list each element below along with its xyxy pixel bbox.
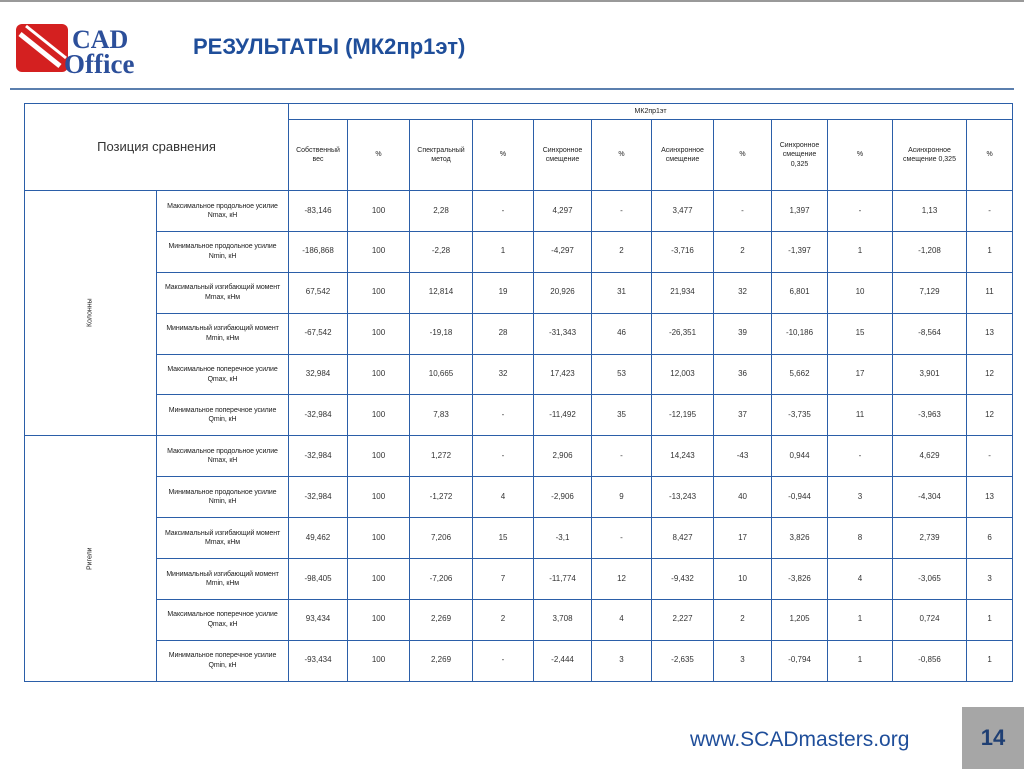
table-cell: 100 <box>348 559 410 600</box>
table-cell: - <box>967 436 1013 477</box>
column-header: Спектральный метод <box>410 120 473 191</box>
table-cell: 7,83 <box>410 395 473 436</box>
table-cell: -0,794 <box>772 640 828 681</box>
group-label-text: Колонны <box>86 298 94 328</box>
page-title: РЕЗУЛЬТАТЫ (МК2пр1эт) <box>193 34 466 59</box>
scad-office-logo <box>12 20 174 76</box>
table-cell: 1 <box>828 231 893 272</box>
table-cell: -1,208 <box>893 231 967 272</box>
table-cell: 3 <box>592 640 652 681</box>
table-cell: 1,205 <box>772 599 828 640</box>
row-label: Максимальный изгибающий момент Mmax, кНм <box>157 272 289 313</box>
table-cell: -4,297 <box>534 231 592 272</box>
table-cell: 15 <box>473 518 534 559</box>
table-cell: - <box>592 518 652 559</box>
table-cell: 3 <box>714 640 772 681</box>
table-cell: -98,405 <box>289 559 348 600</box>
table-cell: -1,272 <box>410 477 473 518</box>
table-cell: 17 <box>828 354 893 395</box>
table-cell: 100 <box>348 395 410 436</box>
row-label: Максимальное продольное усилие Nmax, кН <box>157 191 289 232</box>
table-cell: - <box>473 191 534 232</box>
group-label <box>25 191 157 436</box>
table-cell: 15 <box>828 313 893 354</box>
table-row <box>25 395 1013 436</box>
table-cell: -83,146 <box>289 191 348 232</box>
row-label: Минимальное продольное усилие Nmin, кН <box>157 477 289 518</box>
table-cell: 2,28 <box>410 191 473 232</box>
table-cell: 17,423 <box>534 354 592 395</box>
table-cell: 13 <box>967 313 1013 354</box>
table-cell: 12 <box>967 354 1013 395</box>
table-cell: 2,739 <box>893 518 967 559</box>
table-cell: -31,343 <box>534 313 592 354</box>
table-cell: 11 <box>967 272 1013 313</box>
table-cell: - <box>473 395 534 436</box>
table-cell: 3,901 <box>893 354 967 395</box>
table-cell: 35 <box>592 395 652 436</box>
group-header: МК2пр1эт <box>289 104 1013 120</box>
svg-text:CAD: CAD <box>72 25 129 54</box>
table-cell: -186,868 <box>289 231 348 272</box>
table-row <box>25 313 1013 354</box>
table-cell: 8,427 <box>652 518 714 559</box>
table-cell: -3,963 <box>893 395 967 436</box>
table-cell: -67,542 <box>289 313 348 354</box>
row-label: Максимальный изгибающий момент Mmax, кНм <box>157 518 289 559</box>
table-cell: -9,432 <box>652 559 714 600</box>
table-cell: - <box>714 191 772 232</box>
table-cell: 1,13 <box>893 191 967 232</box>
table-cell: 40 <box>714 477 772 518</box>
table-cell: -1,397 <box>772 231 828 272</box>
table-cell: 3,477 <box>652 191 714 232</box>
table-cell: 4,297 <box>534 191 592 232</box>
table-cell: - <box>828 436 893 477</box>
table-row <box>25 231 1013 272</box>
table-row <box>25 599 1013 640</box>
row-label: Минимальное поперечное усилие Qmin, кН <box>157 640 289 681</box>
table-row <box>25 436 1013 477</box>
table-cell: 100 <box>348 477 410 518</box>
table-cell: -2,906 <box>534 477 592 518</box>
table-row <box>25 559 1013 600</box>
column-header: % <box>828 120 893 191</box>
table-cell: - <box>473 436 534 477</box>
table-cell: 19 <box>473 272 534 313</box>
table-cell: 4 <box>592 599 652 640</box>
table-cell: -4,304 <box>893 477 967 518</box>
table-cell: 12 <box>967 395 1013 436</box>
table-cell: 2,906 <box>534 436 592 477</box>
table-cell: -0,944 <box>772 477 828 518</box>
table-cell: -3,735 <box>772 395 828 436</box>
table-row <box>25 191 1013 232</box>
table-cell: 28 <box>473 313 534 354</box>
table-cell: 100 <box>348 272 410 313</box>
table-cell: 7 <box>473 559 534 600</box>
table-cell: - <box>473 640 534 681</box>
table-cell: 36 <box>714 354 772 395</box>
table-cell: 49,462 <box>289 518 348 559</box>
table-cell: 3 <box>828 477 893 518</box>
row-label: Минимальный изгибающий момент Mmin, кНм <box>157 559 289 600</box>
column-header: % <box>592 120 652 191</box>
table-cell: 14,243 <box>652 436 714 477</box>
website-link[interactable]: www.SCADmasters.org <box>690 728 910 751</box>
column-header: % <box>967 120 1013 191</box>
column-header: % <box>473 120 534 191</box>
table-cell: 2 <box>714 599 772 640</box>
row-label: Максимальное поперечное усилие Qmax, кН <box>157 599 289 640</box>
table-cell: 7,206 <box>410 518 473 559</box>
table-cell: 4 <box>828 559 893 600</box>
table-cell: 12 <box>592 559 652 600</box>
table-row <box>25 272 1013 313</box>
table-cell: -8,564 <box>893 313 967 354</box>
table-cell: 6,801 <box>772 272 828 313</box>
column-header: Синхронное смещение <box>534 120 592 191</box>
table-cell: 0,944 <box>772 436 828 477</box>
results-table <box>24 103 1013 682</box>
table-cell: 5,662 <box>772 354 828 395</box>
column-header: Асинхронное смещение <box>652 120 714 191</box>
table-cell: 100 <box>348 354 410 395</box>
group-label <box>25 436 157 681</box>
table-cell: -13,243 <box>652 477 714 518</box>
table-cell: 1 <box>828 640 893 681</box>
table-cell: -3,065 <box>893 559 967 600</box>
table-cell: 32 <box>714 272 772 313</box>
table-cell: 1 <box>967 640 1013 681</box>
column-header: Собственный вес <box>289 120 348 191</box>
table-cell: 67,542 <box>289 272 348 313</box>
table-row <box>25 640 1013 681</box>
row-label: Минимальный изгибающий момент Mmin, кНм <box>157 313 289 354</box>
table-cell: 1 <box>967 231 1013 272</box>
table-cell: 93,434 <box>289 599 348 640</box>
table-cell: 4 <box>473 477 534 518</box>
table-cell: -26,351 <box>652 313 714 354</box>
table-cell: 32 <box>473 354 534 395</box>
table-row <box>25 354 1013 395</box>
column-header: Асинхронное смещение 0,325 <box>893 120 967 191</box>
row-label: Максимальное продольное усилие Nmax, кН <box>157 436 289 477</box>
table-cell: -32,984 <box>289 477 348 518</box>
table-cell: 46 <box>592 313 652 354</box>
table-cell: -19,18 <box>410 313 473 354</box>
column-header: % <box>348 120 410 191</box>
table-cell: -3,716 <box>652 231 714 272</box>
table-cell: 1 <box>473 231 534 272</box>
table-cell: 100 <box>348 640 410 681</box>
table-cell: -2,28 <box>410 231 473 272</box>
table-cell: 1 <box>967 599 1013 640</box>
group-label-text: Ригели <box>86 547 94 570</box>
table-cell: -2,635 <box>652 640 714 681</box>
table-cell: 39 <box>714 313 772 354</box>
table-cell: 6 <box>967 518 1013 559</box>
table-cell: -2,444 <box>534 640 592 681</box>
table-cell: 2,269 <box>410 640 473 681</box>
header-divider <box>10 88 1014 90</box>
table-cell: -32,984 <box>289 436 348 477</box>
table-cell: -32,984 <box>289 395 348 436</box>
table-cell: -11,492 <box>534 395 592 436</box>
table-cell: 53 <box>592 354 652 395</box>
table-cell: 0,724 <box>893 599 967 640</box>
column-header: % <box>714 120 772 191</box>
table-cell: 3 <box>967 559 1013 600</box>
table-cell: 10 <box>714 559 772 600</box>
table-cell: -7,206 <box>410 559 473 600</box>
table-cell: 1,397 <box>772 191 828 232</box>
table-cell: 2 <box>592 231 652 272</box>
table-cell: 3,708 <box>534 599 592 640</box>
table-cell: 31 <box>592 272 652 313</box>
table-cell: 2 <box>714 231 772 272</box>
table-cell: 32,984 <box>289 354 348 395</box>
table-cell: 12,814 <box>410 272 473 313</box>
position-header: Позиция сравнения <box>25 104 289 191</box>
table-cell: 20,926 <box>534 272 592 313</box>
table-cell: 1,272 <box>410 436 473 477</box>
table-cell: 2,227 <box>652 599 714 640</box>
table-cell: - <box>967 191 1013 232</box>
table-cell: 9 <box>592 477 652 518</box>
table-cell: 13 <box>967 477 1013 518</box>
page-number: 14 <box>962 707 1024 769</box>
table-cell: 100 <box>348 518 410 559</box>
table-cell: 100 <box>348 313 410 354</box>
table-cell: -3,1 <box>534 518 592 559</box>
table-cell: 11 <box>828 395 893 436</box>
table-cell: 8 <box>828 518 893 559</box>
svg-text:Office: Office <box>64 49 135 76</box>
row-label: Максимальное поперечное усилие Qmax, кН <box>157 354 289 395</box>
table-cell: 21,934 <box>652 272 714 313</box>
table-cell: 3,826 <box>772 518 828 559</box>
table-cell: -12,195 <box>652 395 714 436</box>
table-cell: 10,665 <box>410 354 473 395</box>
table-cell: - <box>828 191 893 232</box>
table-cell: -0,856 <box>893 640 967 681</box>
table-cell: 37 <box>714 395 772 436</box>
table-cell: 10 <box>828 272 893 313</box>
table-cell: 100 <box>348 599 410 640</box>
table-row <box>25 477 1013 518</box>
table-cell: - <box>592 436 652 477</box>
table-cell: 100 <box>348 231 410 272</box>
table-cell: 7,129 <box>893 272 967 313</box>
row-label: Минимальное продольное усилие Nmin, кН <box>157 231 289 272</box>
table-row <box>25 518 1013 559</box>
table-cell: 100 <box>348 436 410 477</box>
table-cell: -3,826 <box>772 559 828 600</box>
table-cell: 4,629 <box>893 436 967 477</box>
table-cell: -11,774 <box>534 559 592 600</box>
row-label: Минимальное поперечное усилие Qmin, кН <box>157 395 289 436</box>
table-cell: 12,003 <box>652 354 714 395</box>
table-cell: - <box>592 191 652 232</box>
table-cell: 100 <box>348 191 410 232</box>
table-cell: -10,186 <box>772 313 828 354</box>
table-cell: -93,434 <box>289 640 348 681</box>
table-cell: 2,269 <box>410 599 473 640</box>
column-header: Синхронное смещение 0,325 <box>772 120 828 191</box>
table-cell: 17 <box>714 518 772 559</box>
table-cell: 1 <box>828 599 893 640</box>
table-cell: -43 <box>714 436 772 477</box>
table-cell: 2 <box>473 599 534 640</box>
